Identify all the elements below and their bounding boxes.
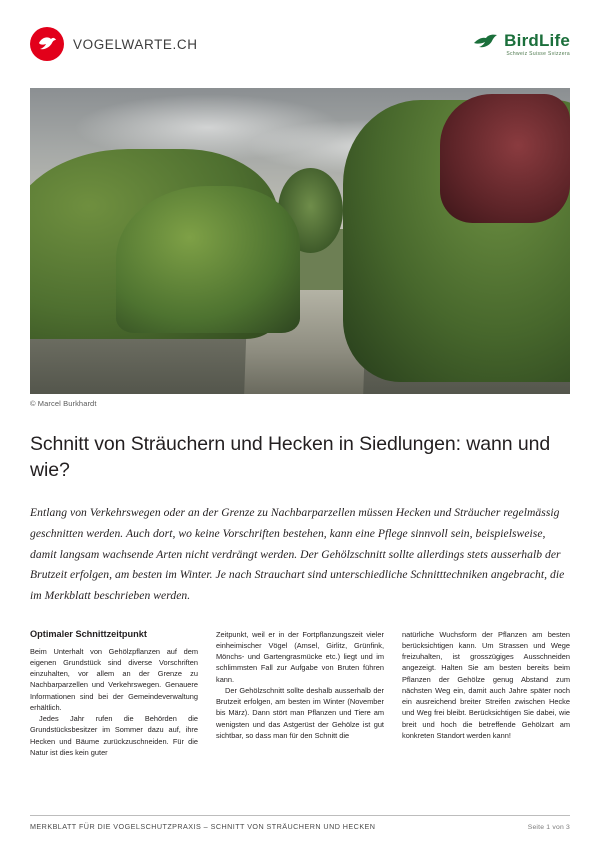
paragraph: Jedes Jahr rufen die Behörden die Grundstücksbesitzer im Sommer dazu auf, ihre Hecken und Bäume zurückzuschneiden. Für die Natur ist dies kein guter [30,714,198,757]
page-title: Schnitt von Sträuchern und Hecken in Siedlungen: wann und wie? [30,433,551,481]
paragraph: Der Gehölzschnitt sollte deshalb ausserhalb der Brutzeit erfolgen, am besten im Winter (November bis März). Dann stört man Pflanzen und Tiere am wenigsten und das Astgerüst der Gehölze ist gut sichtbar, so dass man für den Schnitt die [216,685,384,740]
page-number: Seite 1 von 3 [527,824,570,831]
footer-divider [30,815,570,816]
section-heading: Optimaler Schnittzeitpunkt [30,628,147,639]
vogelwarte-brand [30,27,198,61]
birdlife-name: BirdLife [504,30,570,50]
column-2 [216,629,384,758]
paragraph: Beim Unterhalt von Gehölzpflanzen auf dem eigenen Grundstück sind diverse Vorschriften einzuhalten, vor allem an der Grenze zu Nachbarparzellen und Verkehrswegen. Genauere Informationen sind bei der Gemeindeverwaltung erhältlich. [30,646,198,712]
column-1 [30,629,198,758]
page-footer [30,815,570,831]
footer-title: MERKBLATT FÜR DIE VOGELSCHUTZPRAXIS – SCHNITT VON STRÄUCHERN UND HECKEN [30,822,376,831]
hedge-path-photo [30,88,570,394]
brand-title: VOGELWARTE.CH [73,36,198,52]
vogelwarte-bird-circle-icon [30,27,64,61]
lead-paragraph: Entlang von Verkehrswegen oder an der Grenze zu Nachbarparzellen müssen Hecken und Sträucher regelmässig geschnitten werden. Auch dort, wo keine Vorschriften bestehen, kann eine Pflege sinnvoll sein, beispielsweise, damit langsam wachsende Arten nicht verdrängt werden. Der Gehölzschnitt sollte allerdings stets ausserhalb der Brutzeit erfolgen, am besten im Winter. Je nach Strauchart sind unterschiedliche Schnitttechniken angebracht, die im Merkblatt beschrieben werden. [30,506,565,602]
page-header [30,0,570,88]
birdlife-bird-icon [473,33,499,49]
photo-credit: © Marcel Burkhardt [30,399,97,408]
body-columns [30,629,570,758]
birdlife-subtitle: Schweiz Suisse Svizzera [506,50,570,57]
column-3 [402,629,570,758]
paragraph: natürliche Wuchsform der Pflanzen am besten berücksichtigen kann. Um Strassen und Wege freizuhalten, ist grosszügiges Ausschneiden angezeigt. Halten Sie am besten bereits beim Pflanzen der Gehölze genug Abstand zum nächsten Weg ein, damit auch Jahre später noch ein ausreichend breiter Streifen zwischen Hecke und Weg frei bleibt. Berücksichtigen Sie dabei, wie breit und hoch die betreffende Gehölzart am konkreten Standort werden kann! [402,629,570,740]
birdlife-brand [473,32,570,57]
paragraph: Zeitpunkt, weil er in der Fortpflanzungszeit vieler einheimischer Vögel (Amsel, Girlitz, Grünfink, Mönchs- und Gartengrasmücke etc.) liegt und im schlimmsten Fall zur Aufgabe von Bruten führen kann. [216,629,384,684]
hero-photo-block [30,88,570,408]
